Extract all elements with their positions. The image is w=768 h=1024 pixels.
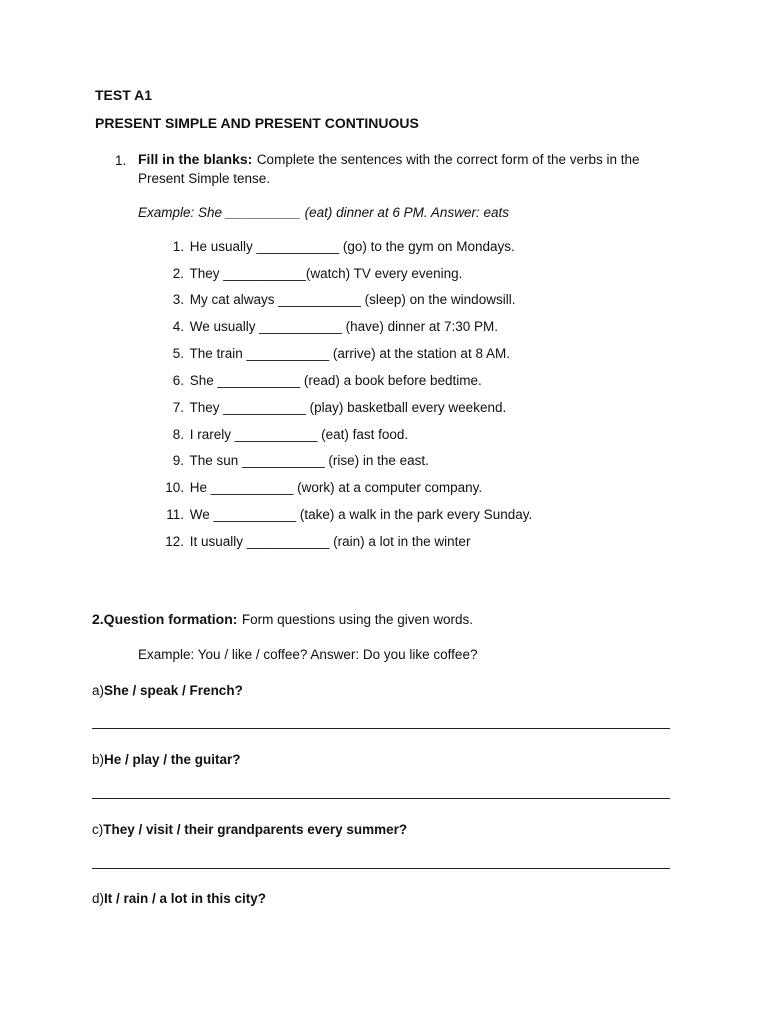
item-text: They ___________(watch) TV every evening. (189, 266, 463, 281)
item-text: She ___________ (read) a book before bedtime. (189, 373, 482, 388)
item-text: We ___________ (take) a walk in the park every Sunday. (189, 507, 533, 522)
list-item (160, 480, 482, 495)
section1-example: Example: She __________ (eat) dinner at 6 PM. Answer: eats (138, 205, 509, 220)
item-number: 3. (172, 292, 184, 307)
list-item (160, 373, 482, 388)
list-item (160, 266, 462, 281)
question-c (92, 821, 407, 839)
section1-instruction-line1: Complete the sentences with the correct form of the verbs in the (256, 152, 640, 167)
question-text: She / speak / French? (104, 683, 243, 698)
section2-example: Example: You / like / coffee? Answer: Do you like coffee? (138, 647, 478, 662)
question-label: d) (92, 891, 105, 906)
section2-instruction-text: Form questions using the given words. (241, 612, 474, 627)
section1-instruction-line2: Present Simple tense. (138, 171, 271, 186)
item-number: 12. (165, 534, 184, 549)
item-text: We usually ___________ (have) dinner at 7:30 PM. (189, 319, 498, 334)
item-text: My cat always ___________ (sleep) on the windowsill. (189, 292, 516, 307)
list-item (160, 400, 506, 415)
list-item (160, 453, 429, 468)
answer-line-c[interactable] (92, 868, 670, 869)
list-item (160, 292, 515, 307)
item-number: 6. (172, 373, 184, 388)
item-number: 11. (166, 507, 184, 522)
item-text: They ___________ (play) basketball every weekend. (189, 400, 507, 415)
answer-line-b[interactable] (92, 798, 670, 799)
section1-instruction (138, 151, 640, 169)
question-d (92, 890, 266, 908)
question-label: b) (92, 752, 105, 767)
section1-heading: Fill in the blanks: (138, 151, 253, 167)
question-text: They / visit / their grandparents every summer? (103, 822, 408, 837)
section2-heading: 2.Question formation: (92, 611, 238, 627)
item-number: 2. (172, 266, 184, 281)
item-number: 8. (172, 427, 184, 442)
list-item (160, 534, 470, 549)
item-text: He ___________ (work) at a computer company. (189, 480, 483, 495)
item-number: 10. (165, 480, 184, 495)
list-item (160, 346, 510, 361)
question-text: It / rain / a lot in this city? (104, 891, 267, 906)
section2-instruction (92, 611, 473, 629)
item-number: 1. (172, 239, 184, 254)
list-item (160, 239, 515, 254)
item-text: The train ___________ (arrive) at the station at 8 AM. (189, 346, 510, 361)
list-item (160, 507, 532, 522)
section1-number: 1. (115, 153, 127, 168)
item-number: 9. (172, 453, 184, 468)
question-text: He / play / the guitar? (104, 752, 241, 767)
answer-line-a[interactable] (92, 728, 670, 729)
question-label: a) (92, 683, 105, 698)
item-number: 7. (172, 400, 184, 415)
list-item (160, 319, 498, 334)
item-number: 5. (172, 346, 184, 361)
test-subtitle: PRESENT SIMPLE AND PRESENT CONTINUOUS (95, 115, 419, 131)
question-a (92, 682, 243, 700)
item-number: 4. (172, 319, 184, 334)
item-text: The sun ___________ (rise) in the east. (189, 453, 429, 468)
item-text: It usually ___________ (rain) a lot in the winter (189, 534, 471, 549)
question-label: c) (92, 822, 104, 837)
list-item (160, 427, 408, 442)
item-text: He usually ___________ (go) to the gym on Mondays. (189, 239, 515, 254)
question-b (92, 751, 241, 769)
test-title: TEST A1 (95, 87, 153, 103)
item-text: I rarely ___________ (eat) fast food. (189, 427, 409, 442)
